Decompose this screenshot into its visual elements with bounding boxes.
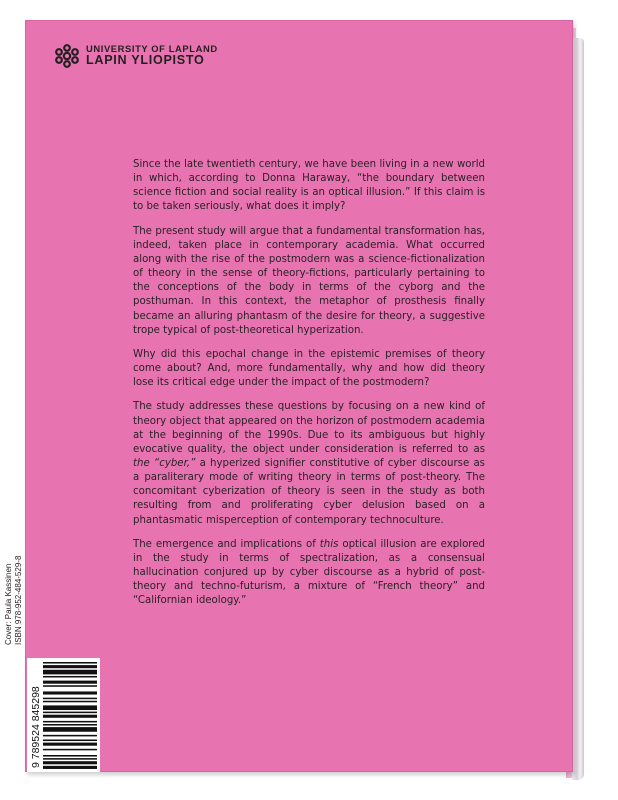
barcode-bar <box>43 701 97 703</box>
blurb-paragraph: Since the late twentieth century, we have been living in a new world in which, according to Donna Haraway, “the boundary between science fiction and social reality is an optical illusion.” If this claim is to be taken seriously, what does it imply? <box>133 159 485 213</box>
university-logo <box>53 42 218 70</box>
university-name-english: UNIVERSITY OF LAPLAND <box>86 43 218 55</box>
barcode-digits: 9 789524 845298 <box>30 686 42 768</box>
barcode-bar <box>43 715 97 718</box>
cover-designer: Cover: Paula Kassinen <box>4 563 13 645</box>
barcode-bar <box>43 735 97 737</box>
barcode-bar <box>43 743 97 746</box>
blurb-text-run: The emergence and implications of <box>133 538 320 550</box>
snowflake-emblem-icon <box>53 42 81 70</box>
university-name-finnish: LAPIN YLIOPISTO <box>86 53 205 68</box>
isbn-number: ISBN 978-952-484-529-8 <box>14 555 23 645</box>
blurb-text <box>133 158 485 619</box>
barcode-bar <box>43 698 97 700</box>
barcode-bar <box>43 727 97 732</box>
barcode-bar <box>43 681 97 684</box>
blurb-emphasis: this <box>319 538 339 550</box>
blurb-text-run: a hyperized signifier constitutive of cyber discourse as a paraliterary mode of writing theory in terms of post-theory. The concomitant cyberization of theory is seen in the study as both resulting from and proliferating cyber delusion based on a phantasmatic misperception of contemporary technoculture. <box>133 457 485 526</box>
barcode-bar <box>43 712 97 714</box>
barcode-bar <box>43 724 97 726</box>
blurb-emphasis: the “cyber,” <box>133 457 196 469</box>
blurb-paragraph: Why did this epochal change in the epistemic premises of theory come about? And, more fundamentally, why and how did theory lose its critical edge under the impact of the postmodern? <box>133 348 485 389</box>
blurb-paragraph <box>133 400 485 527</box>
blurb-paragraph <box>133 538 485 609</box>
page-edge-paper <box>572 38 584 780</box>
barcode-bar <box>43 670 97 675</box>
barcode-bar <box>43 662 97 664</box>
blurb-text-run: optical illusion are explored in the study in terms of spectralization, as a consensual hallucination conjured up by cyber discourse as a hybrid of post-theory and techno-futurism, a mixture of “French theory” and “Californian ideology.” <box>133 538 486 607</box>
barcode-bar <box>43 749 97 751</box>
blurb-text-run: The study addresses these questions by focusing on a new kind of theory object that appeared on the horizon of postmodern academia at the beginning of the 1990s. Due to its ambiguous but highly evocative quality, the object under consideration is referred to as <box>133 401 485 455</box>
barcode-bar <box>43 740 97 742</box>
barcode-bar <box>43 676 97 678</box>
blurb-paragraph: The present study will argue that a fundamental transformation has, indeed, taken place in contemporary academia. What occurred along with the rise of the postmodern was a science-fictionalization of theory in the sense of theory-fictions, particularly pertaining to the conceptions of the body in terms of the cyborg and the posthuman. In this context, the metaphor of prosthesis finally became an alluring phantasm of the desire for theory, a suggestive trope typical of post-theoretical hyperization. <box>133 225 485 336</box>
barcode-bar <box>43 685 97 687</box>
barcode-bar <box>43 721 97 723</box>
barcode-bar <box>43 755 97 757</box>
barcode-bar <box>43 761 97 764</box>
barcode-graphic <box>29 660 98 770</box>
barcode-bar <box>43 766 97 769</box>
barcode-bar <box>43 665 97 668</box>
barcode <box>27 658 100 772</box>
barcode-bar <box>43 705 97 710</box>
barcode-bar <box>43 691 97 694</box>
barcode-bar <box>43 758 97 760</box>
cover-credits <box>4 555 56 645</box>
